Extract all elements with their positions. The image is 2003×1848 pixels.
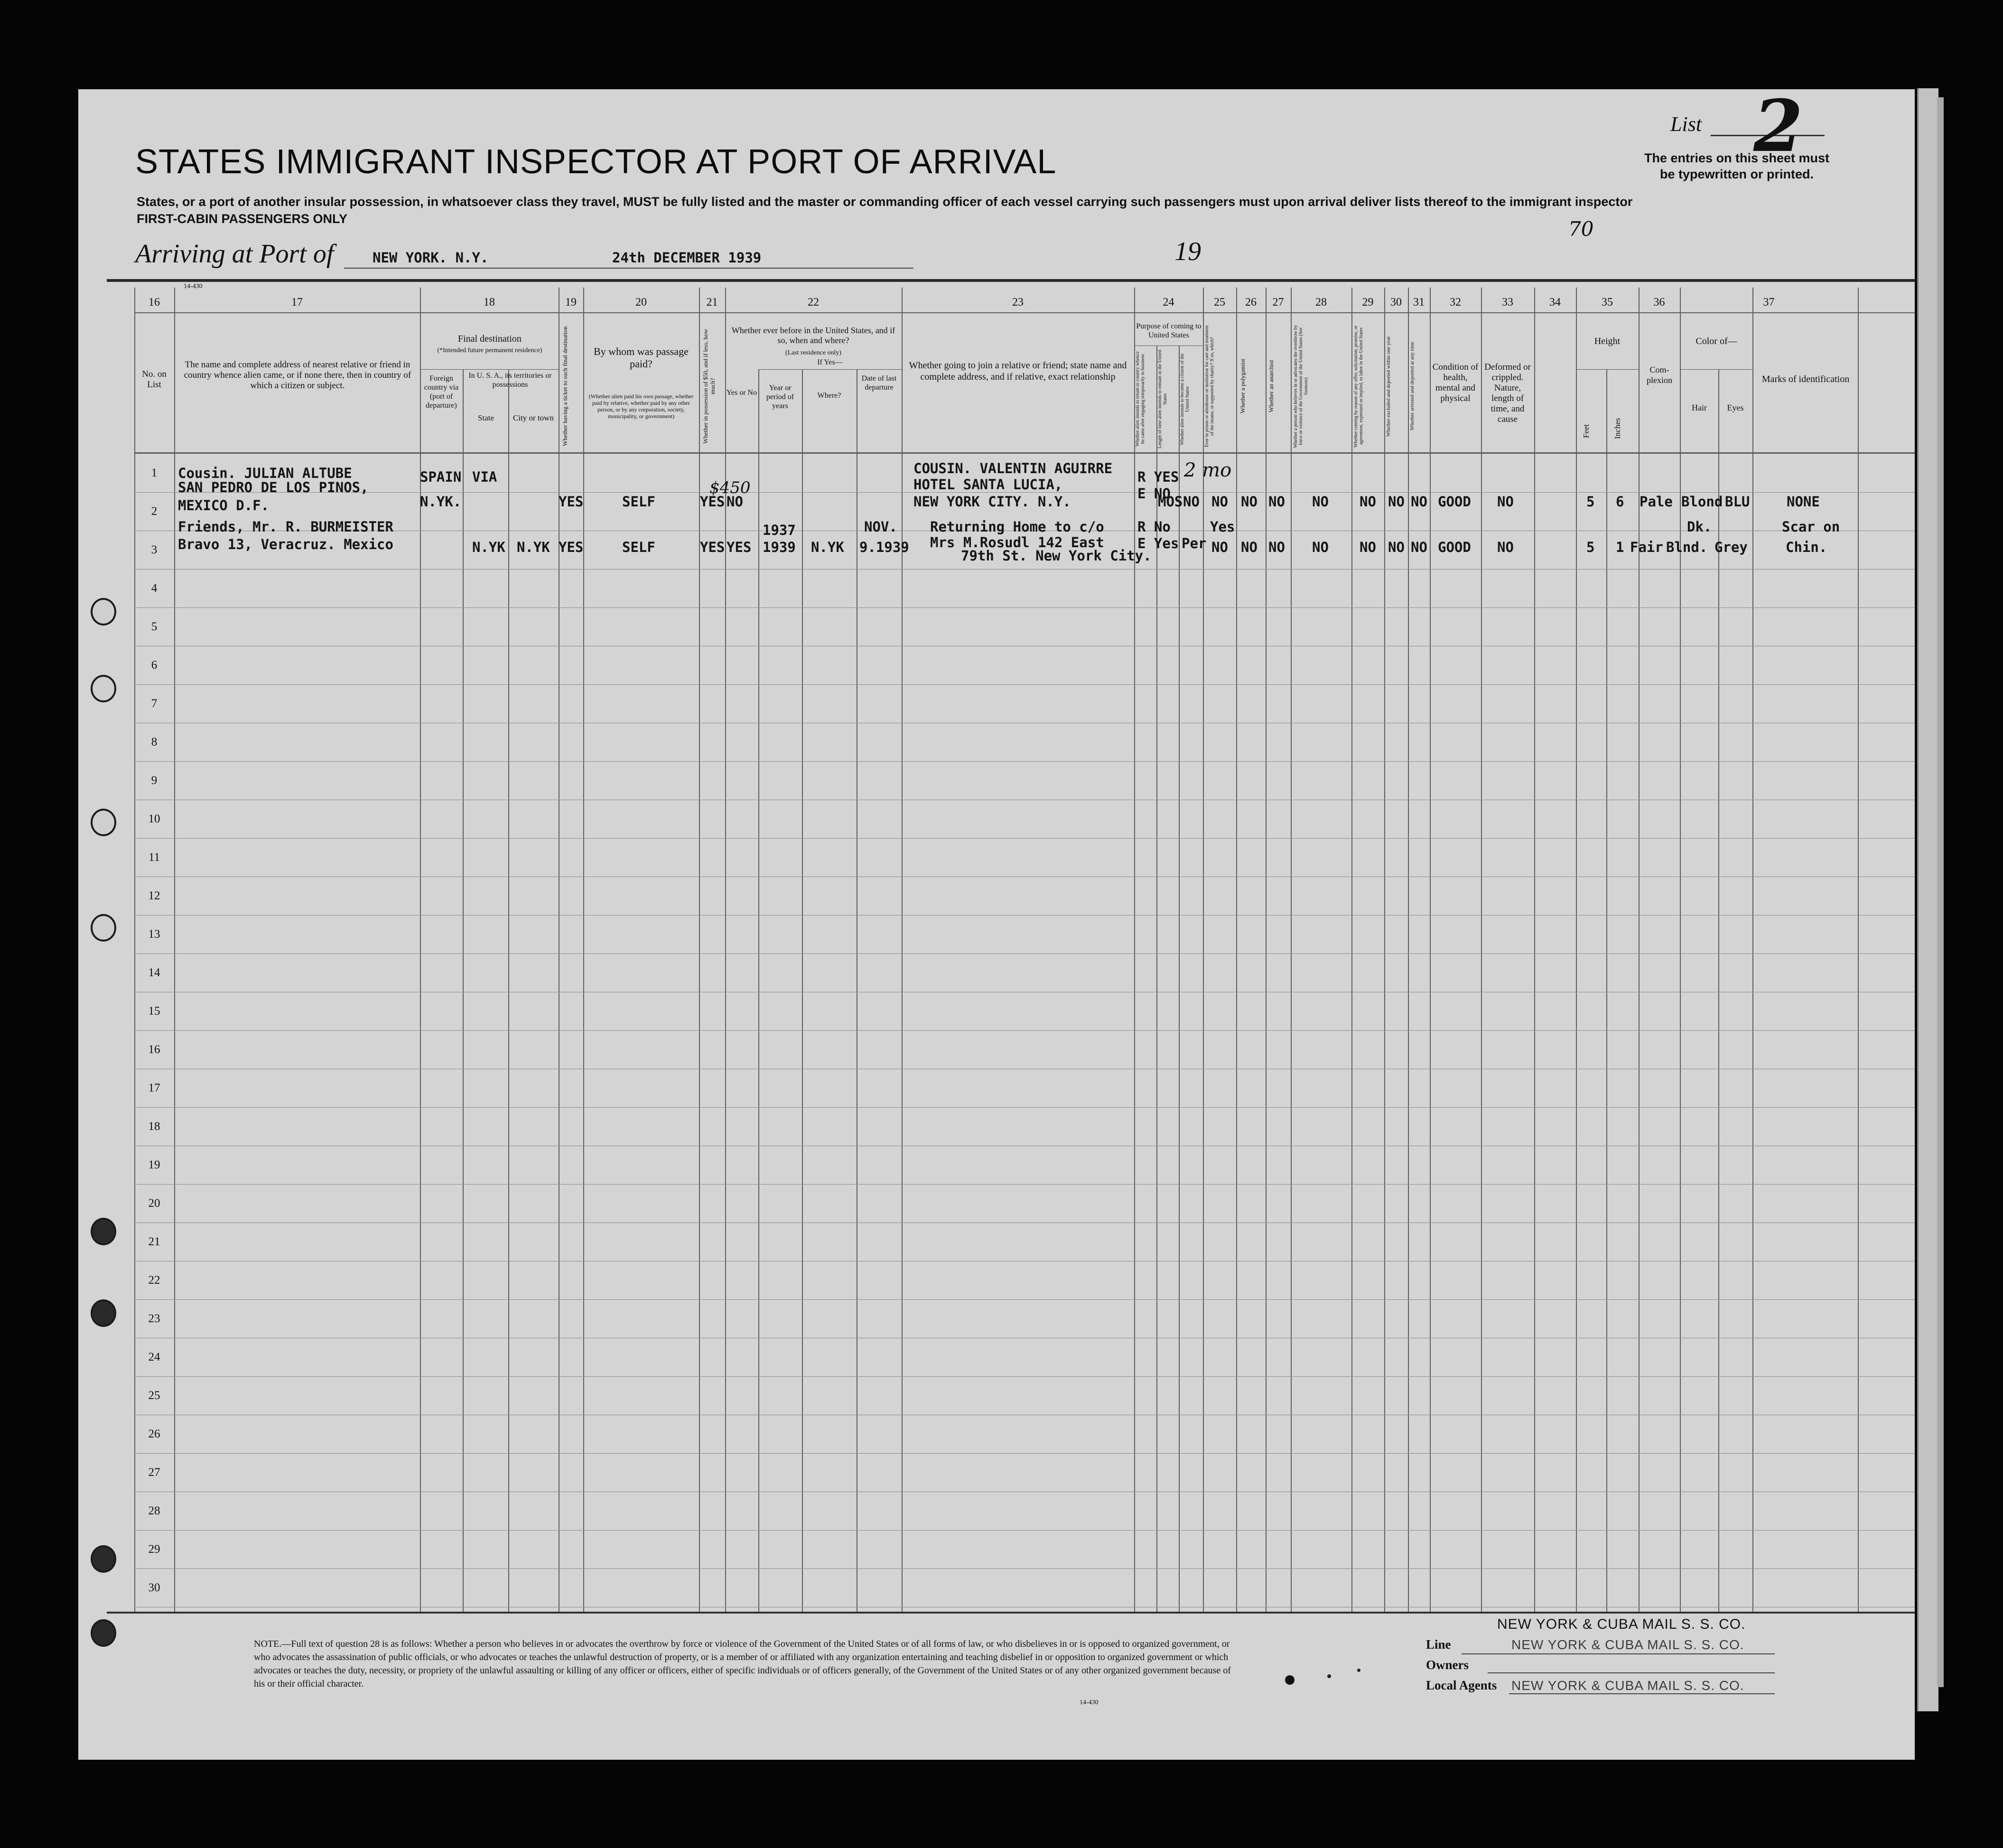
- row-number: 14: [148, 966, 160, 979]
- row-number: 19: [148, 1158, 160, 1171]
- column-number: 31: [1413, 296, 1425, 308]
- row-rule: [134, 1568, 1915, 1569]
- entry2-q26: NO: [1241, 539, 1258, 555]
- column-number: 24: [1163, 296, 1174, 308]
- header-no-on-list: No. on List: [142, 369, 167, 390]
- col-divider: [134, 288, 135, 1612]
- agents-value: NEW YORK & CUBA MAIL S. S. CO.: [1511, 1678, 1744, 1693]
- row-number: 7: [151, 697, 158, 710]
- header-inches: Inches: [1613, 418, 1622, 439]
- column-number: 30: [1390, 296, 1402, 308]
- entry1-inches: 6: [1616, 494, 1624, 510]
- owners-label: Owners: [1426, 1658, 1469, 1672]
- row-rule: [134, 838, 1915, 839]
- entry1-foreign-via: SPAIN: [420, 469, 462, 485]
- footnote-q28: NOTE.—Full text of question 28 is as follows: Whether a person who believes in or advocates the overthrow by force or violence of the Government of the United States or of all forms of law, or who disbelieves in or is opposed to organized government, or who advocates the assassination of public officials, or who advocates or teaches the unlawful destruction of property, or is a member of or affiliated with any organization entertaining and teaching disbelief in or opposition to organized government or which advocates or teaches the duty, necessity, or propriety of the unlawful assaulting or killing of any officer or officers, either of specific individuals or of officers generally, of the Government of the United States or of any other organized government because of his or their official character.: [254, 1639, 1231, 1689]
- entry2-hair-b: Blnd.: [1666, 539, 1708, 555]
- entry1-relative-line3: MEXICO D.F.: [178, 497, 270, 513]
- row-number: 8: [151, 736, 158, 748]
- header-before-yesno: Yes or No: [726, 389, 757, 397]
- agents-underline: [1509, 1693, 1775, 1694]
- entry1-eyes: BLU: [1725, 494, 1750, 510]
- entry2-state: N.YK: [472, 539, 505, 555]
- entry1-q30: NO: [1388, 494, 1405, 510]
- entry1-q26: NO: [1241, 494, 1258, 510]
- entry2-marks-a: Scar on: [1782, 519, 1840, 535]
- row-number: 22: [148, 1274, 160, 1287]
- row-number: 17: [148, 1082, 160, 1094]
- col-divider: [902, 288, 903, 1612]
- header-complexion: Com-plexion: [1647, 365, 1672, 385]
- row-number: 11: [148, 851, 160, 864]
- row-number: 26: [148, 1428, 160, 1440]
- entry1-state: VIA: [472, 469, 497, 485]
- header-deported: Whether arrested and deported at any time: [1409, 342, 1415, 431]
- header-join-relative: Whether going to join a relative or friend; state name and complete address, and if relative, exact relationship: [909, 360, 1127, 382]
- col-divider: [1534, 288, 1535, 1612]
- column-number: 32: [1450, 296, 1461, 308]
- col-divider: [420, 288, 421, 1612]
- ink-spot: [1285, 1675, 1295, 1685]
- entry2-purpose-a: R No: [1137, 519, 1171, 535]
- subheader-rule: [420, 369, 559, 370]
- entry2-length: Per: [1182, 535, 1207, 551]
- header-purpose-length: Length of time alien intends to remain in the United States: [1157, 350, 1168, 449]
- binding-hole: [91, 1218, 116, 1245]
- row-number: 6: [151, 659, 158, 672]
- header-passage-paid: By whom was passage paid?: [594, 345, 689, 370]
- column-number: 33: [1502, 296, 1513, 308]
- subheader-rule: [1134, 345, 1203, 346]
- header-bottom-rule: [134, 452, 1915, 454]
- header-if-yes: If Yes—: [817, 358, 843, 366]
- entry2-before-yesno: YES: [727, 539, 752, 555]
- entry1-ticket: YES: [559, 494, 584, 510]
- arrival-date: 24th DECEMBER 1939: [612, 250, 762, 266]
- entry1-length-handwritten: 2 mo: [1184, 459, 1232, 481]
- entry2-join-line2: Mrs M.Rosudl 142 East: [930, 534, 1104, 551]
- entry1-relative-line2: SAN PEDRO DE LOS PINOS,: [178, 479, 369, 495]
- agents-label: Local Agents: [1426, 1678, 1497, 1692]
- row-rule: [134, 1453, 1915, 1454]
- col-divider: [758, 369, 759, 1612]
- entry1-q29: NO: [1360, 494, 1376, 510]
- row-number: 24: [148, 1351, 160, 1363]
- header-departure: Date of last departure: [861, 374, 897, 392]
- entry2-q27: NO: [1268, 539, 1285, 555]
- entry2-marks-b: Chin.: [1786, 539, 1827, 555]
- col-divider: [1351, 288, 1352, 1612]
- col-divider: [508, 369, 509, 1612]
- entry2-q28: NO: [1312, 539, 1329, 555]
- col-divider: [1606, 369, 1607, 1612]
- header-before-in-us: Whether ever before in the United States, and if so, when and where?: [731, 326, 895, 345]
- header-relative-address: The name and complete address of nearest relative or friend in country whence alien came, or if none there, then in country of which a citizen or subject.: [184, 360, 411, 391]
- col-divider: [1680, 288, 1681, 1612]
- entry2-purpose-b: E Yes: [1137, 535, 1179, 551]
- binding-hole: [91, 675, 116, 702]
- entry2-join-line1: Returning Home to c/o: [930, 519, 1104, 535]
- row-rule: [134, 1376, 1915, 1377]
- entry1-citizen: NO: [1183, 494, 1200, 510]
- page-title: STATES IMMIGRANT INSPECTOR AT PORT OF ARRIVAL: [135, 143, 1057, 181]
- row-number: 23: [148, 1312, 160, 1325]
- underlying-sheet-edge-2: [1937, 97, 1944, 1687]
- entry1-hair: Blond: [1681, 494, 1723, 510]
- header-ticket: Whether having a ticket to such final destination: [561, 326, 568, 447]
- row-number: 16: [148, 1043, 160, 1056]
- row-number: 27: [148, 1466, 160, 1479]
- row-number: 12: [148, 889, 160, 902]
- row-number: 10: [148, 812, 160, 825]
- row-number: 25: [148, 1389, 160, 1402]
- header-color-of: Color of—: [1696, 336, 1737, 346]
- entry1-feet: 5: [1586, 494, 1595, 510]
- entry1-money: YES: [700, 494, 725, 510]
- entry1-join-line2: HOTEL SANTA LUCIA,: [913, 476, 1063, 493]
- entry1-foreign-via2: N.YK.: [420, 494, 462, 510]
- header-q28: Whether a person who believes in or advocates the overthrow by force or violence of the Government of the United States (See footnote): [1293, 325, 1309, 448]
- header-purpose-citizen: Whether alien intends to become a citizen of the United States: [1180, 353, 1190, 445]
- column-number-rule: [134, 312, 1915, 313]
- handwritten-mark: 70: [1568, 217, 1594, 241]
- row-rule: [134, 1184, 1915, 1185]
- entry2-money: YES: [700, 539, 725, 555]
- header-state: State: [478, 413, 494, 422]
- entry2-eyes: Grey: [1714, 539, 1748, 555]
- col-divider: [463, 369, 464, 1612]
- instructions-line-2: be typewritten or printed.: [1659, 167, 1814, 181]
- col-divider: [1236, 288, 1237, 1612]
- header-before-note: (Last residence only): [785, 349, 842, 356]
- binding-hole: [91, 1545, 116, 1573]
- column-number: 20: [635, 296, 647, 308]
- row-rule: [134, 953, 1915, 954]
- header-purpose: Purpose of coming to United States: [1136, 322, 1202, 339]
- ink-spot: [1357, 1669, 1360, 1672]
- entry2-years-b: 1939: [763, 539, 796, 555]
- row-number: 13: [148, 928, 160, 941]
- row-number: 4: [151, 582, 158, 595]
- col-divider: [1408, 288, 1409, 1612]
- column-number: 26: [1245, 296, 1257, 308]
- subheader-rule: [1680, 369, 1752, 370]
- row-number: 21: [148, 1235, 160, 1248]
- col-divider: [1384, 288, 1385, 1612]
- col-divider: [1752, 288, 1753, 1612]
- header-prison: Ever in prison or almshouse or institution for care and treatment of the insane, or supported by charity? If so, which?: [1204, 325, 1215, 448]
- page-subtitle: States, or a port of another insular possession, in whatsoever class they travel, MUST be fully listed and the master or commanding officer of each vessel carrying such passengers must upon arrival deliver lists thereof to the immigrant inspector: [137, 195, 1633, 209]
- header-rule: [107, 279, 1915, 282]
- header-money: Whether in possession of $50, and if less, how much?: [702, 329, 716, 444]
- column-number: 36: [1653, 296, 1665, 308]
- list-number: 2: [1753, 84, 1803, 168]
- col-divider: [802, 369, 803, 1612]
- header-eyes: Eyes: [1727, 403, 1744, 412]
- entry1-health: GOOD: [1438, 494, 1471, 510]
- column-number: 25: [1214, 296, 1225, 308]
- entry1-join-line3: NEW YORK CITY. N.Y.: [913, 494, 1071, 510]
- header-labor-offer: Whether coming by reason of any offer, solicitation, promise, or agreement, expressed or implied, to labor in the United States: [1353, 325, 1364, 448]
- col-divider: [1576, 288, 1577, 1612]
- manifest-sheet: [78, 84, 1915, 1760]
- header-foreign-via: Foreign country via (port of departure): [424, 374, 459, 410]
- binding-hole: [91, 1619, 116, 1647]
- row-number: 30: [148, 1581, 160, 1594]
- entry2-departure-a: NOV.: [864, 519, 897, 535]
- header-excluded: Whether excluded and deported within one year: [1386, 336, 1391, 437]
- entry2-city: N.YK: [517, 539, 550, 555]
- entry1-paid-by: SELF: [622, 494, 655, 510]
- year-prefix: 19: [1174, 237, 1201, 266]
- footer-form-code: 14-430: [1080, 1699, 1099, 1706]
- column-number: 18: [484, 296, 495, 308]
- row-number: 18: [148, 1120, 160, 1133]
- col-divider: [583, 288, 584, 1612]
- entry1-join-line1: COUSIN. VALENTIN AGUIRRE: [913, 460, 1113, 476]
- column-number: 34: [1549, 296, 1561, 308]
- header-final-destination-note: (*Intended future permanent residence): [437, 347, 542, 354]
- entry2-deformed: NO: [1497, 539, 1514, 555]
- col-divider: [1639, 288, 1640, 1612]
- footer-rule: [107, 1612, 1915, 1614]
- column-number: 35: [1602, 296, 1613, 308]
- entry2-citizen: Yes: [1210, 519, 1235, 535]
- header-where: Where?: [817, 392, 841, 400]
- line-underline: [1462, 1653, 1775, 1654]
- header-in-usa: In U. S. A., its territories or possessions: [468, 372, 552, 389]
- row-rule: [134, 1107, 1915, 1108]
- col-divider: [1291, 288, 1292, 1612]
- column-number: 16: [149, 296, 160, 308]
- entry2-join-line3: 79th St. New York City.: [961, 548, 1152, 564]
- header-height: Height: [1594, 336, 1621, 346]
- entry2-inches: 1: [1616, 539, 1624, 555]
- subheader-rule: [758, 369, 902, 370]
- header-passage-paid-note: (Whether alien paid his own passage, whether paid by relative, whether paid by any other person, or by any corporation, society, municipality, or government): [588, 393, 694, 420]
- entry1-relative-line1: Cousin. JULIAN ALTUBE: [178, 465, 352, 481]
- entry1-deformed: NO: [1497, 494, 1514, 510]
- entry1-purpose-b: E NO: [1137, 485, 1171, 502]
- col-divider: [1858, 288, 1859, 1612]
- row-number: 9: [151, 774, 158, 787]
- entry2-complexion: Fair: [1630, 539, 1663, 555]
- entry2-relative-line1: Friends, Mr. R. BURMEISTER: [178, 519, 393, 535]
- row-rule: [134, 761, 1915, 762]
- col-divider: [1718, 369, 1719, 1612]
- entry1-complexion: Pale: [1640, 494, 1673, 510]
- entry2-q30: NO: [1388, 539, 1405, 555]
- entry1-q28: NO: [1312, 494, 1329, 510]
- entry2-health: GOOD: [1438, 539, 1471, 555]
- company-name: NEW YORK & CUBA MAIL S. S. CO.: [1497, 1616, 1746, 1632]
- row-number: 15: [148, 1005, 160, 1017]
- entry2-relative-line2: Bravo 13, Veracruz. Mexico: [178, 536, 393, 552]
- entry1-q31: NO: [1411, 494, 1427, 510]
- entry1-q25: NO: [1211, 494, 1228, 510]
- entry1-before-yesno: NO: [727, 494, 743, 510]
- entry1-purpose-a: R YES: [1137, 469, 1179, 485]
- entry2-where: N.YK: [811, 539, 844, 555]
- entry2-q29: NO: [1360, 539, 1376, 555]
- row-rule: [134, 1030, 1915, 1031]
- binding-hole: [91, 598, 116, 625]
- column-number: 37: [1763, 296, 1775, 308]
- entry1-marks: NONE: [1787, 494, 1820, 510]
- entry2-q31: NO: [1411, 539, 1427, 555]
- col-divider: [1430, 288, 1431, 1612]
- col-divider: [1134, 288, 1135, 1612]
- row-rule: [134, 607, 1915, 608]
- row-number: 1: [151, 467, 158, 479]
- header-final-destination: Final destination: [458, 334, 522, 344]
- typewritten-instructions: [1618, 150, 1855, 182]
- entry1-q27: NO: [1268, 494, 1285, 510]
- binding-hole: [91, 1299, 116, 1327]
- entry2-ticket: YES: [559, 539, 584, 555]
- column-number: 27: [1272, 296, 1284, 308]
- entry2-q25: NO: [1211, 539, 1228, 555]
- list-label: List: [1670, 112, 1702, 136]
- underlying-sheet-edge: [1917, 88, 1938, 1711]
- header-anarchist: Whether an anarchist: [1267, 360, 1275, 413]
- header-hair: Hair: [1692, 403, 1707, 412]
- column-number: 29: [1362, 296, 1374, 308]
- arrival-port: NEW YORK. N.Y.: [373, 250, 489, 266]
- header-marks: Marks of identification: [1761, 374, 1850, 384]
- header-city: City or town: [513, 413, 554, 422]
- header-years: Year or period of years: [766, 384, 794, 410]
- row-number: 20: [148, 1197, 160, 1210]
- entry2-paid-by: SELF: [622, 539, 655, 555]
- row-number: 29: [148, 1543, 160, 1556]
- ink-spot: [1327, 1674, 1331, 1678]
- column-number: 17: [291, 296, 303, 308]
- column-number: 21: [706, 296, 718, 308]
- row-rule: [134, 1530, 1915, 1531]
- row-number: 3: [151, 543, 158, 556]
- entry1-money-handwritten: $450: [709, 478, 751, 497]
- row-number: 2: [151, 505, 158, 518]
- header-purpose-return: Whether alien intends to return to country whence he came after engaging temporarily in business: [1135, 351, 1146, 447]
- col-divider: [174, 288, 175, 1612]
- line-label: Line: [1426, 1637, 1451, 1652]
- owners-underline: [1488, 1672, 1775, 1673]
- col-divider: [1266, 288, 1267, 1612]
- entry2-departure-b: 9.1939: [859, 539, 909, 555]
- col-divider: [699, 288, 700, 1612]
- subheader-rule: [1576, 369, 1639, 370]
- arrival-date-line: [344, 268, 913, 269]
- column-number: 22: [808, 296, 819, 308]
- line-value: NEW YORK & CUBA MAIL S. S. CO.: [1511, 1637, 1744, 1652]
- header-feet: Feet: [1582, 424, 1591, 438]
- row-number: 5: [151, 620, 158, 633]
- column-number: 28: [1315, 296, 1327, 308]
- entry1-length: MOS: [1158, 494, 1183, 510]
- passenger-class: FIRST-CABIN PASSENGERS ONLY: [137, 212, 348, 226]
- column-number: 19: [565, 296, 577, 308]
- binding-hole: [91, 809, 116, 836]
- form-code-top: 14-430: [184, 283, 203, 290]
- col-divider: [1481, 288, 1482, 1612]
- row-rule: [134, 684, 1915, 685]
- entry2-feet: 5: [1586, 539, 1595, 555]
- binding-hole: [91, 914, 116, 942]
- header-polygamist: Whether a polygamist: [1239, 359, 1246, 414]
- entry2-hair-a: Dk.: [1687, 519, 1712, 535]
- arriving-label: Arriving at Port of: [135, 239, 334, 269]
- instructions-line-1: The entries on this sheet must: [1644, 151, 1830, 165]
- column-number: 23: [1012, 296, 1024, 308]
- header-health: Condition of health, mental and physical: [1432, 362, 1479, 403]
- entry2-years-a: 1937: [763, 522, 796, 538]
- row-rule: [134, 1299, 1915, 1300]
- row-number: 28: [148, 1504, 160, 1517]
- col-divider: [1203, 288, 1204, 1612]
- header-deformed: Deformed or crippled. Nature, length of time, and cause: [1484, 362, 1531, 424]
